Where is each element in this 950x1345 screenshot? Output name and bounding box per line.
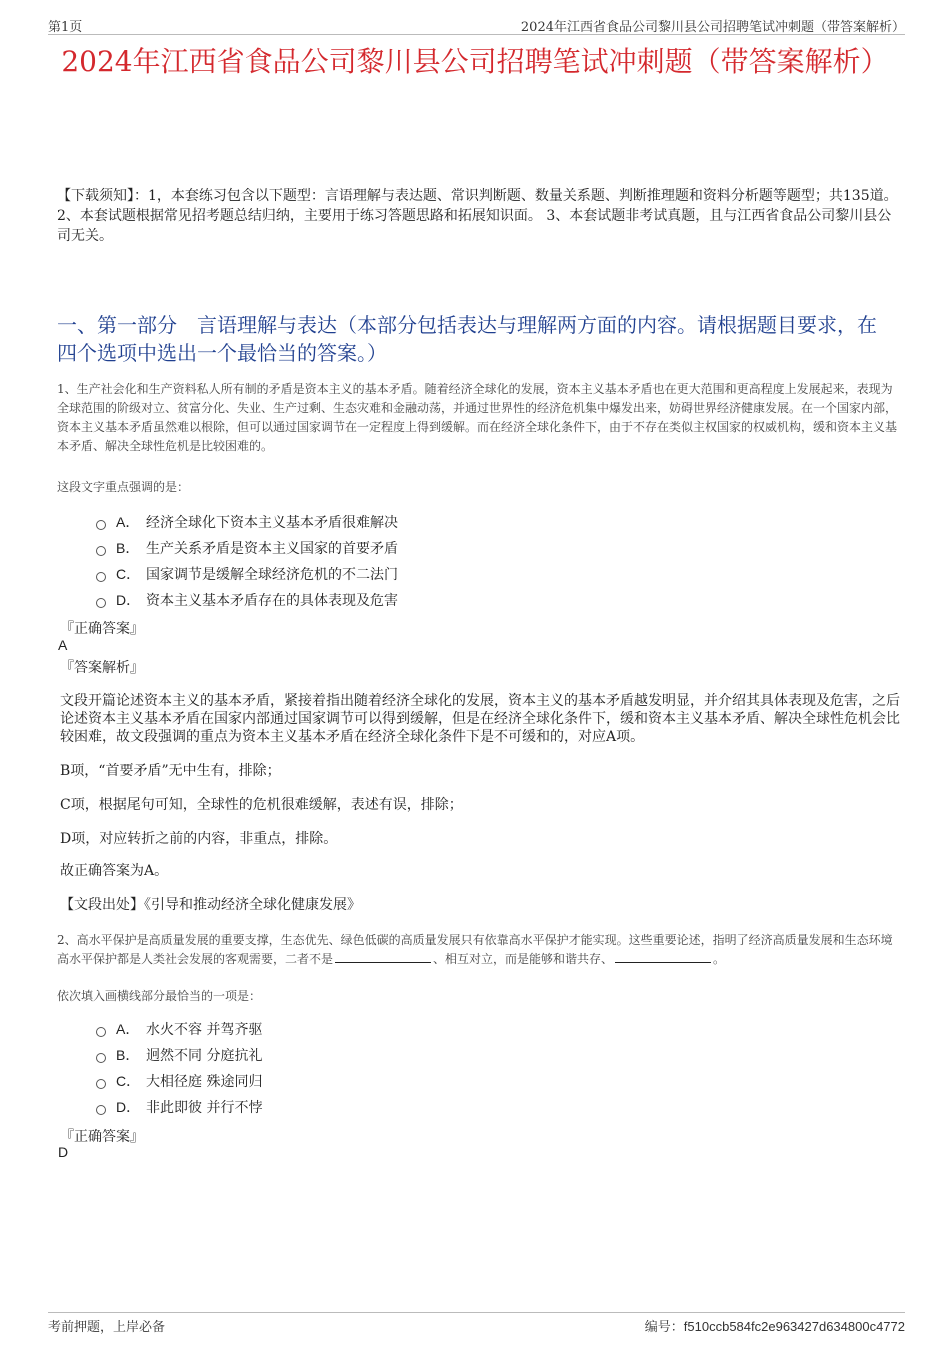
radio-icon[interactable] xyxy=(96,1027,106,1037)
radio-icon[interactable] xyxy=(96,520,106,530)
q1-analysis-label: 『答案解析』 xyxy=(60,660,144,676)
footer-code: 编号：f510ccb584fc2e963427d634800c4772 xyxy=(644,1319,905,1335)
radio-icon[interactable] xyxy=(96,1105,106,1115)
q1-option-c[interactable]: C． 国家调节是缓解全球经济危机的不二法门 xyxy=(96,561,398,587)
radio-icon[interactable] xyxy=(96,598,106,608)
radio-icon[interactable] xyxy=(96,1053,106,1063)
q1-answer: A xyxy=(58,637,68,653)
page-number: 第1页 xyxy=(48,20,83,35)
header-doc-title: 2024年江西省食品公司黎川县公司招聘笔试冲刺题（带答案解析） xyxy=(520,20,905,35)
q2-option-b[interactable]: B． 迥然不同 分庭抗礼 xyxy=(96,1042,262,1068)
question-1-text: 1、生产社会化和生产资料私人所有制的矛盾是资本主义的基本矛盾。随着经济全球化的发展，资本主义基本矛盾也在更大范围和更高程度上发展起来，表现为全球范围的阶级对立、贫富分化、失业、生产过剩、生态灾难和金融动荡，并通过世界性的经济危机集中爆发出来，妨碍世界经济健康发展。在一个国家内部，资本主义基本矛盾虽然难以根除，但可以通过国家调节在一定程度上得到缓解。而在经济全球化条件下，由于不存在类似主权国家的权威机构，缓和资本主义基本矛盾、解决全球性危机是比较困难的。 xyxy=(57,382,898,453)
section-title: 一、第一部分 言语理解与表达（本部分包括表达与理解两方面的内容。请根据题目要求，在四个选项中选出一个最恰当的答案。） xyxy=(57,313,877,365)
question-2-text: 2、高水平保护是高质量发展的重要支撑，生态优先、绿色低碳的高质量发展只有依靠高水平保护才能实现。这些重要论述，指明了经济高质量发展和生态环境高水平保护都是人类社会发展的客观需要，二者不是 、相互对立，而是能够和谐共存、 。 xyxy=(57,933,893,966)
q2-option-c[interactable]: C． 大相径庭 殊途同归 xyxy=(96,1068,262,1094)
radio-icon[interactable] xyxy=(96,572,106,582)
q1-option-a[interactable]: A． 经济全球化下资本主义基本矛盾很难解决 xyxy=(96,509,398,535)
question-1-prompt: 这段文字重点强调的是： xyxy=(57,480,190,494)
q1-analysis-b: B项，“首要矛盾”无中生有，排除； xyxy=(60,763,281,779)
q1-option-d[interactable]: D． 资本主义基本矛盾存在的具体表现及危害 xyxy=(96,587,398,613)
fill-blank-1 xyxy=(335,950,431,963)
q2-option-a[interactable]: A． 水火不容 并驾齐驱 xyxy=(96,1016,262,1042)
download-notice: 【下载须知】：1，本套练习包含以下题型：言语理解与表达题、常识判断题、数量关系题、判断推理题和资料分析题等题型；共135道。 2、本套试题根据常见招考题总结归纳，主要用于练习答题思路和拓展知识面。 3、本套试题非考试真题，且与江西省食品公司黎川县公司无关。 xyxy=(57,188,898,244)
q1-option-b[interactable]: B． 生产关系矛盾是资本主义国家的首要矛盾 xyxy=(96,535,398,561)
question-2-prompt: 依次填入画横线部分最恰当的一项是： xyxy=(57,989,262,1003)
fill-blank-2 xyxy=(615,950,711,963)
q1-analysis-main: 文段开篇论述资本主义的基本矛盾，紧接着指出随着经济全球化的发展，资本主义的基本矛盾越发明显，并介绍其具体表现及危害，之后论述资本主义基本矛盾在国家内部通过国家调节可以得到缓解，但是在经济全球化条件下，缓和资本主义基本矛盾、解决全球性危机会比较困难，故文段强调的重点为资本主义基本矛盾在经济全球化条件下是不可缓和的，对应A项。 xyxy=(60,693,900,745)
q1-conclusion: 故正确答案为A。 xyxy=(60,863,169,879)
q2-answer: D xyxy=(58,1144,69,1160)
radio-icon[interactable] xyxy=(96,1079,106,1089)
question-2-options xyxy=(96,1016,262,1120)
page-footer xyxy=(48,1312,905,1337)
question-1-options xyxy=(96,509,398,613)
q2-answer-label: 『正确答案』 xyxy=(60,1129,144,1145)
q1-source: 【文段出处】《引导和推动经济全球化健康发展》 xyxy=(60,897,361,913)
radio-icon[interactable] xyxy=(96,546,106,556)
q1-analysis-c: C项，根据尾句可知，全球性的危机很难缓解，表述有误，排除； xyxy=(60,797,463,813)
q1-answer-label: 『正确答案』 xyxy=(60,621,144,637)
footer-slogan: 考前押题，上岸必备 xyxy=(48,1320,166,1335)
document-title: 2024年江西省食品公司黎川县公司招聘笔试冲刺题（带答案解析） xyxy=(61,45,889,78)
q1-analysis-d: D项，对应转折之前的内容，非重点，排除。 xyxy=(60,831,338,847)
page-header xyxy=(48,14,905,35)
q2-option-d[interactable]: D． 非此即彼 并行不悖 xyxy=(96,1094,262,1120)
